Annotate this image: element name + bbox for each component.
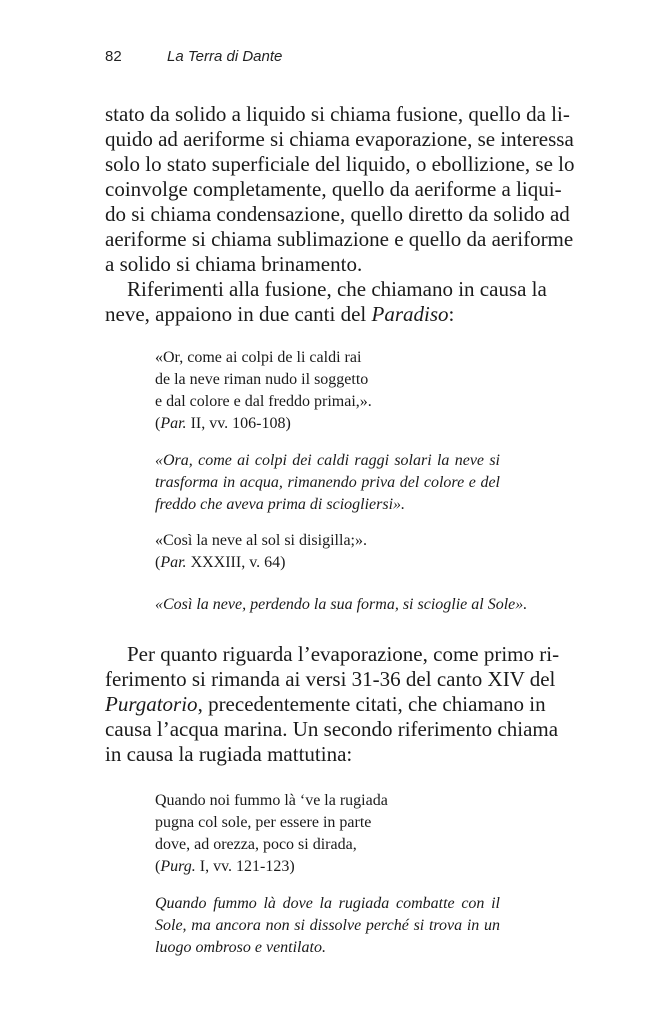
page-number: 82 xyxy=(105,48,122,65)
text-line: in causa la rugiada mattutina: xyxy=(105,742,353,766)
verse-reference: (Par. II, vv. 106-108) xyxy=(155,415,291,432)
text-line: causa l’acqua marina. Un secondo riferimento chiama xyxy=(105,717,559,741)
verse-line: e dal colore e dal freddo primai,». xyxy=(155,393,372,410)
paragraph-evaporation xyxy=(105,642,560,767)
text-line: stato da solido a liquido si chiama fusione, quello da li- xyxy=(105,102,570,126)
verse-line: «Or, come ai colpi de li caldi rai xyxy=(155,349,362,366)
translation-line: «Ora, come ai colpi dei caldi raggi solari la neve si xyxy=(155,452,500,469)
reference-location: II, vv. 106-108) xyxy=(186,415,291,432)
text-line: a solido si chiama brinamento. xyxy=(105,252,363,276)
text-line: ferimento si rimanda ai versi 31-36 del canto XIV del xyxy=(105,667,556,691)
verse-line: pugna col sole, per essere in parte xyxy=(155,814,372,831)
reference-abbrev: Par. xyxy=(160,554,187,571)
translation-line: Sole, ma ancora non si dissolve perché si trova in un xyxy=(155,917,500,934)
work-title: Purgatorio xyxy=(105,692,198,716)
running-title: La Terra di Dante xyxy=(167,48,283,65)
paragraph-fusion xyxy=(105,277,545,327)
verse-line: Quando noi fummo là ‘ve la rugiada xyxy=(155,792,388,809)
text-fragment: : xyxy=(448,302,455,326)
text-line xyxy=(105,692,545,717)
running-head xyxy=(105,48,282,65)
reference-abbrev: Par. xyxy=(160,415,187,432)
reference-location: XXXIII, v. 64) xyxy=(186,554,286,571)
paragraph-states-of-matter xyxy=(105,102,575,277)
verse-line: de la neve riman nudo il soggetto xyxy=(155,371,369,388)
text-line: solo lo stato superficiale del liquido, o ebollizione, se lo xyxy=(105,152,575,176)
verse-reference: (Purg. I, vv. 121-123) xyxy=(155,858,295,875)
text-fragment: , precedentemente citati, che chiamano in xyxy=(197,692,546,716)
reference-abbrev: Purg. xyxy=(160,858,196,875)
work-title: Paradiso xyxy=(371,302,449,326)
text-line: do si chiama condensazione, quello diretto da solido ad xyxy=(105,202,570,226)
translation-line: freddo che aveva prima di sciogliersi». xyxy=(155,496,406,513)
translation-paradiso-xxxiii xyxy=(155,594,528,616)
text-line: aeriforme si chiama sublimazione e quello da aeriforme xyxy=(105,227,574,251)
verse-quote-paradiso-xxxiii xyxy=(155,530,500,574)
text-line: quido ad aeriforme si chiama evaporazione, se interessa xyxy=(105,127,574,151)
verse-reference: (Par. XXXIII, v. 64) xyxy=(155,554,286,571)
verse-quote-purgatorio-i xyxy=(155,790,500,878)
text-line: coinvolge completamente, quello da aeriforme a liqui- xyxy=(105,177,562,201)
text-line: Per quanto riguarda l’evaporazione, come primo ri- xyxy=(127,642,560,666)
text-fragment: neve, appaiono in due canti del xyxy=(105,302,372,326)
verse-line: dove, ad orezza, poco si dirada, xyxy=(155,836,357,853)
translation-line: Quando fummo là dove la rugiada combatte con il xyxy=(155,895,500,912)
translation-line: luogo ombroso e ventilato. xyxy=(155,939,326,956)
translation-paradiso-ii xyxy=(155,450,500,516)
translation-line: trasforma in acqua, rimanendo priva del colore e del xyxy=(155,474,500,491)
verse-line: «Così la neve al sol si disigilla;». xyxy=(155,532,367,549)
reference-location: I, vv. 121-123) xyxy=(195,858,295,875)
translation-line: «Così la neve, perdendo la sua forma, si scioglie al Sole». xyxy=(155,596,528,613)
verse-quote-paradiso-ii xyxy=(155,347,500,435)
translation-purgatorio-i xyxy=(155,893,500,959)
text-line: Riferimenti alla fusione, che chiamano in causa la xyxy=(127,277,547,301)
text-line xyxy=(105,302,545,327)
